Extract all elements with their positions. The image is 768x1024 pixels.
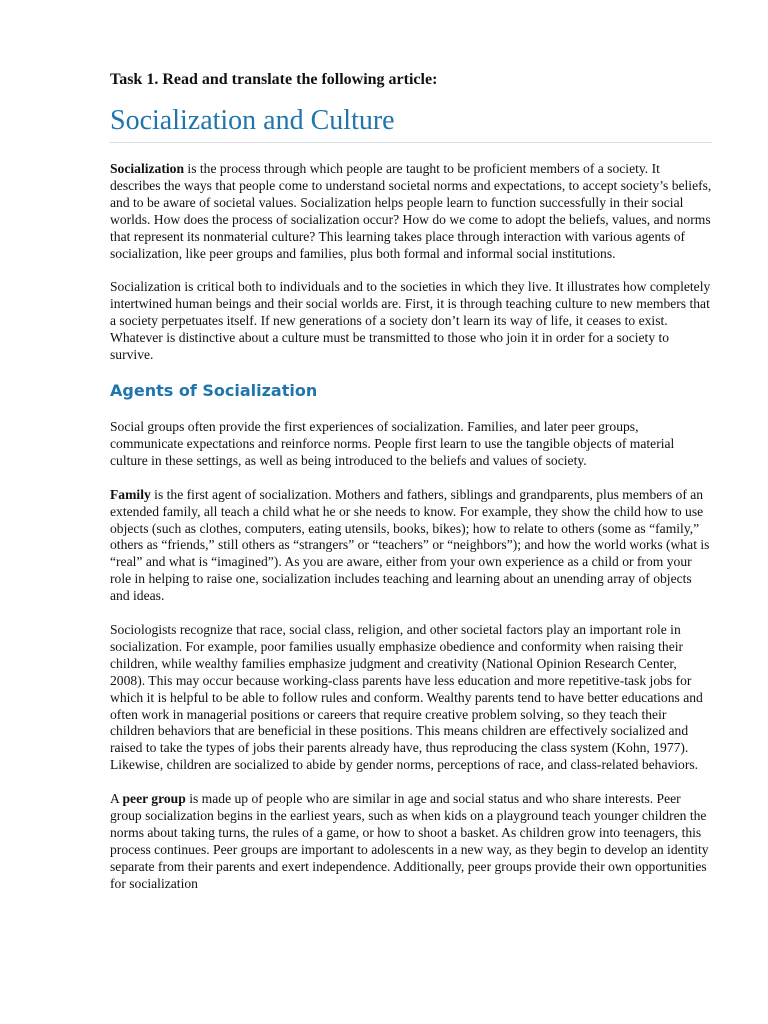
section-heading-agents: Agents of Socialization [110,380,318,400]
term-family: Family [110,486,151,502]
paragraph-peer-text: is made up of people who are similar in age and social status and who share interests. Peer group socialization begins in the earliest years, such as when kids on a playground teach younger children the norms about taking turns, the rules of a game, or how to shoot a basket. As children grow into teenagers, this process continues. Peer groups are important to adolescents in a new way, as they begin to develop an identity separate from their parents and exert independence. Additionally, peer groups provide their own opportunities for socialization [110,791,709,891]
paragraph-social-groups: Social groups often provide the first experiences of socialization. Families, and later peer groups, communicate expectations and reinforce norms. People first learn to use the tangible objects of material culture in these settings, as well as being introduced to the beliefs and values of society. [110,418,675,468]
document-page [110,70,712,893]
paragraph-importance: Socialization is critical both to individuals and to the societies in which they live. It illustrates how completely intertwined human beings and their social worlds are. First, it is through teaching culture to new members that a society perpetuates itself. If new generations of a society don’t learn its way of life, it ceases to exist. Whatever is distinctive about a culture must be transmitted to those who join it in order for a society to survive. [110,279,711,363]
term-socialization: Socialization [110,161,185,176]
paragraph-family [110,487,712,605]
article-title: Socialization and Culture [110,104,712,143]
paragraph-intro [110,161,712,262]
paragraph-intro-text: is the process through which people are taught to be proficient members of a society. It describes the ways that people come to understand societal norms and expectations, to accept society’s beliefs, and to be aware of societal values. Socialization helps people learn to function successfully in their social worlds. How does the process of socialization occur? How do we come to adopt the beliefs, values, and norms that represent its nonmaterial culture? This learning takes place through interaction with various agents of socialization, like peer groups and families, plus both formal and informal social institutions. [110,161,712,261]
paragraph-peer-group [110,791,712,892]
paragraph-family-text: is the first agent of socialization. Mothers and fathers, siblings and grandparents, plus members of an extended family, all teach a child what he or she needs to know. For example, they show the child how to use objects (such as clothes, computers, eating utensils, books, bikes); how to relate to others (some as “family,” others as “friends,” still others as “strangers” or “teachers” or “neighbors”); and how the world works (what is “real” and what is “imagined”). As you are aware, either from your own experience as a child or from your role in helping to raise one, socialization includes teaching and learning about an unending array of objects and ideas. [110,486,710,604]
paragraph-peer-prefix: A [110,791,123,807]
paragraph-sociologists: Sociologists recognize that race, social class, religion, and other societal factors play an important role in socialization. For example, poor families usually emphasize obedience and conformity when raising their children, while wealthy families emphasize judgment and creativity (National Opinion Research Center, 2008). This may occur because working-class parents have less education and more repetitive-task jobs for which it is helpful to be able to follow rules and conform. Wealthy parents tend to have better educations and often work in managerial positions or careers that require creative problem solving, so they teach their children behaviors that are beneficial in these positions. This means children are effectively socialized and raised to take the types of jobs their parents already have, thus reproducing the class system (Kohn, 1977). Likewise, children are socialized to abide by gender norms, perceptions of race, and class-related behaviors. [110,622,703,773]
term-peer-group: peer group [122,791,186,807]
task-heading: Task 1. Read and translate the following article: [110,71,438,88]
